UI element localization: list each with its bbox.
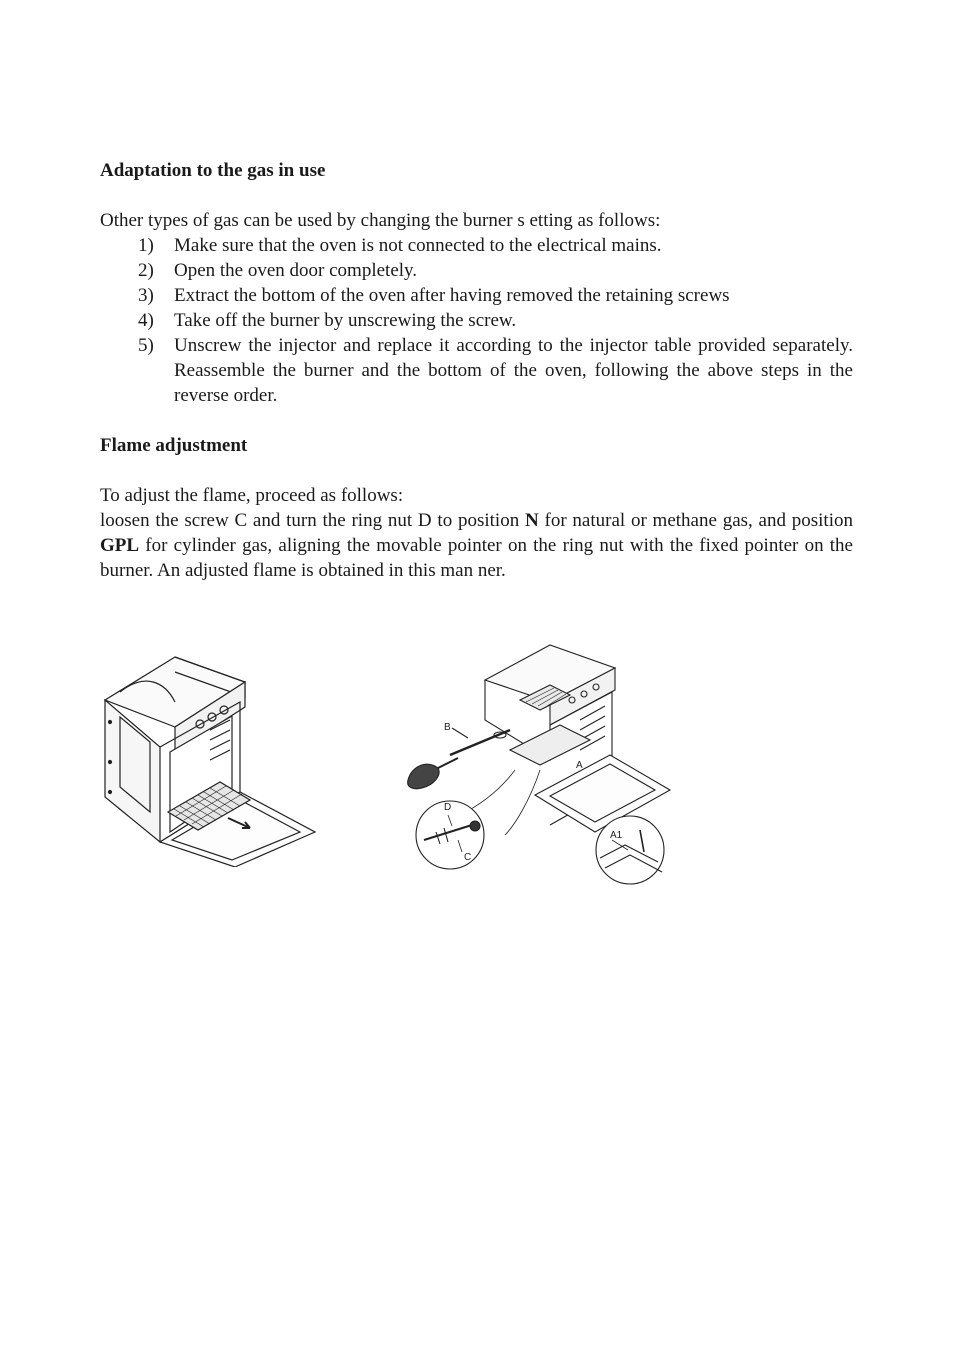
heading-gas-adaptation: Adaptation to the gas in use — [100, 160, 326, 181]
label-c: C — [464, 852, 472, 863]
intro-text: Other types of gas can be used by changing the burner s etting as follows: — [100, 210, 661, 231]
document-body — [100, 158, 853, 583]
oven-open-door-illustration — [100, 652, 320, 867]
burner-adjustment-illustration — [400, 640, 680, 885]
label-a1: A1 — [610, 830, 623, 841]
figures-area — [100, 640, 680, 885]
heading-flame-adjustment: Flame adjustment — [100, 435, 248, 456]
list-item: 4) Take off the burner by unscrewing the screw. — [138, 310, 517, 331]
label-d: D — [444, 802, 452, 813]
steps-list — [100, 233, 853, 408]
flame-instructions: loosen the screw C and turn the ring nut D to position N for natural or methane gas, and position GPL for cylinder gas, aligning the movable pointer on the ring nut with the fixed pointer on the burner. An adjusted flame is obtained in this man ner. — [100, 510, 853, 581]
list-item: 5) Unscrew the injector and replace it according to the injector table provided separately. Reassemble the burner and the bottom of the oven, following the above steps in the reverse order. — [138, 335, 853, 406]
label-b: B — [444, 722, 451, 733]
label-a: A — [576, 760, 583, 771]
list-item: 3) Extract the bottom of the oven after having removed the retaining screws — [138, 285, 730, 306]
list-item: 2) Open the oven door completely. — [138, 260, 418, 281]
flame-intro-text: To adjust the flame, proceed as follows: — [100, 485, 404, 506]
list-item: 1) Make sure that the oven is not connected to the electrical mains. — [138, 235, 662, 256]
